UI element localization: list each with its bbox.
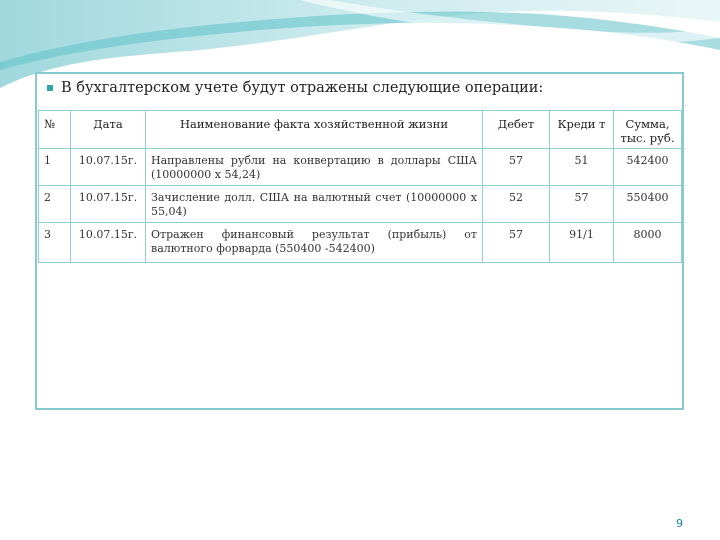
bullet-icon bbox=[47, 85, 53, 91]
header-credit: Креди т bbox=[550, 111, 614, 149]
header-sum: Сумма, тыс. руб. bbox=[614, 111, 682, 149]
content-frame bbox=[35, 72, 684, 410]
cell-debit: 57 bbox=[483, 149, 550, 186]
cell-sum: 8000 bbox=[614, 223, 682, 263]
cell-num: 3 bbox=[39, 223, 71, 263]
header-name: Наименование факта хозяйственной жизни bbox=[146, 111, 483, 149]
heading-text: В бухгалтерском учете будут отражены следующие операции: bbox=[61, 80, 544, 96]
cell-num: 2 bbox=[39, 186, 71, 223]
cell-debit: 57 bbox=[483, 223, 550, 263]
cell-name: Зачисление долл. США на валютный счет (10000000 х 55,04) bbox=[146, 186, 483, 223]
operations-table bbox=[38, 110, 682, 263]
header-date: Дата bbox=[71, 111, 146, 149]
header-debit: Дебет bbox=[483, 111, 550, 149]
cell-date: 10.07.15г. bbox=[71, 149, 146, 186]
cell-sum: 550400 bbox=[614, 186, 682, 223]
header-num: № bbox=[39, 111, 71, 149]
cell-credit: 57 bbox=[550, 186, 614, 223]
slide-heading bbox=[47, 80, 543, 96]
cell-sum: 542400 bbox=[614, 149, 682, 186]
table-row bbox=[39, 223, 682, 263]
cell-num: 1 bbox=[39, 149, 71, 186]
cell-credit: 91/1 bbox=[550, 223, 614, 263]
table-row bbox=[39, 186, 682, 223]
table-row bbox=[39, 149, 682, 186]
cell-credit: 51 bbox=[550, 149, 614, 186]
cell-name: Направлены рубли на конвертацию в доллары США (10000000 х 54,24) bbox=[146, 149, 483, 186]
cell-debit: 52 bbox=[483, 186, 550, 223]
table-header-row bbox=[39, 111, 682, 149]
cell-name: Отражен финансовый результат (прибыль) от валютного форварда (550400 -542400) bbox=[146, 223, 483, 263]
page-number: 9 bbox=[676, 517, 683, 530]
cell-date: 10.07.15г. bbox=[71, 186, 146, 223]
cell-date: 10.07.15г. bbox=[71, 223, 146, 263]
